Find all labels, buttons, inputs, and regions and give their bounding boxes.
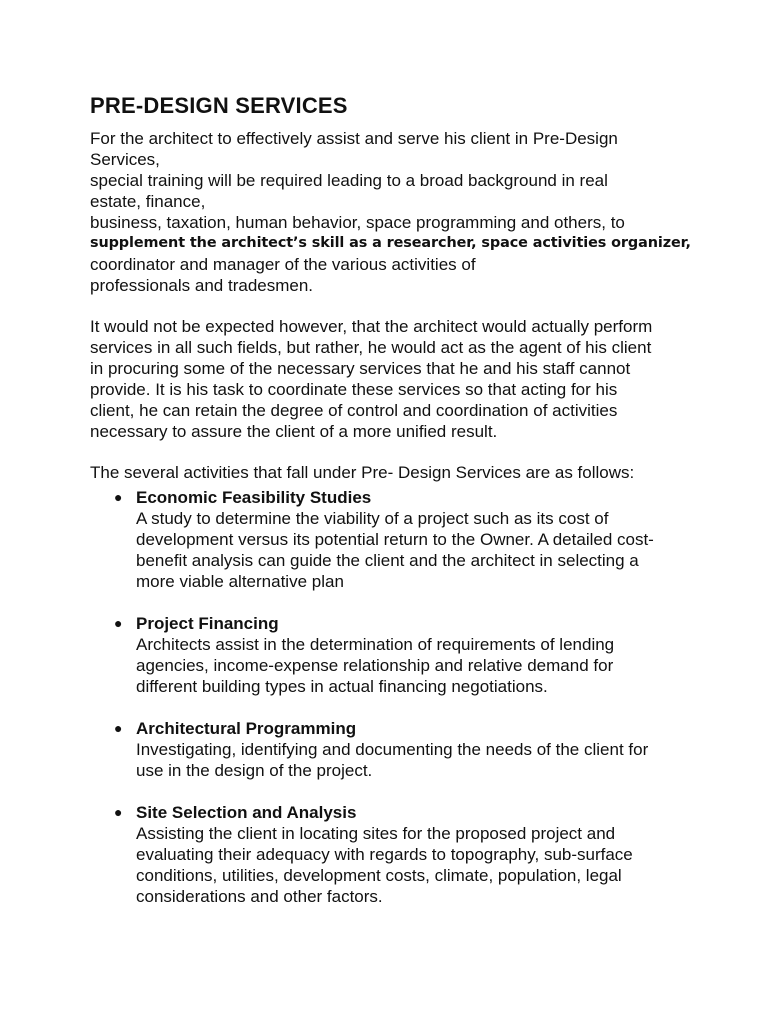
activities-intro: The several activities that fall under Pre- Design Services are as follows: <box>90 463 635 482</box>
description-line: different building types in actual financing negotiations. <box>136 677 548 696</box>
intro-line: For the architect to effectively assist and serve his client in Pre-Design <box>90 129 618 148</box>
description-line: agencies, income-expense relationship and relative demand for <box>136 656 614 675</box>
description-line: conditions, utilities, development costs, climate, population, legal <box>136 866 622 885</box>
page-title: PRE-DESIGN SERVICES <box>90 93 348 118</box>
activity-title: Site Selection and Analysis <box>136 803 357 822</box>
bullet-icon: ● <box>114 489 123 505</box>
paragraph-line: client, he can retain the degree of control and coordination of activities <box>90 401 618 420</box>
intro-line: professionals and tradesmen. <box>90 276 314 295</box>
bullet-icon: ● <box>114 720 123 736</box>
description-line: Assisting the client in locating sites for the proposed project and <box>136 824 616 843</box>
description-line: A study to determine the viability of a project such as its cost of <box>136 509 609 528</box>
activity-description <box>136 823 690 907</box>
activity-title: Project Financing <box>136 614 279 633</box>
bullet-icon: ● <box>114 615 123 631</box>
paragraph-line: It would not be expected however, that the architect would actually perform <box>90 317 653 336</box>
paragraph-line: necessary to assure the client of a more unified result. <box>90 422 498 441</box>
intro-line: business, taxation, human behavior, space programming and others, to <box>90 213 625 232</box>
activity-description <box>136 634 690 697</box>
paragraph-line: provide. It is his task to coordinate these services so that acting for his <box>90 380 618 399</box>
paragraph-line: services in all such fields, but rather, he would act as the agent of his client <box>90 338 652 357</box>
description-line: considerations and other factors. <box>136 887 383 906</box>
list-item <box>90 613 690 697</box>
description-line: benefit analysis can guide the client and the architect in selecting a <box>136 551 639 570</box>
description-line: more viable alternative plan <box>136 572 344 591</box>
agent-paragraph <box>90 316 690 442</box>
document-page <box>90 92 690 907</box>
intro-line: estate, finance, <box>90 192 206 211</box>
bullet-icon: ● <box>114 804 123 820</box>
intro-line: Services, <box>90 150 160 169</box>
description-line: development versus its potential return to the Owner. A detailed cost- <box>136 530 654 549</box>
list-item <box>90 802 690 907</box>
activity-description <box>136 508 690 592</box>
intro-line: special training will be required leading to a broad background in real <box>90 171 608 190</box>
description-line: evaluating their adequacy with regards to topography, sub-surface <box>136 845 633 864</box>
activity-title: Economic Feasibility Studies <box>136 488 372 507</box>
description-line: Investigating, identifying and documenting the needs of the client for <box>136 740 649 759</box>
paragraph-line: in procuring some of the necessary services that he and his staff cannot <box>90 359 631 378</box>
activity-description <box>136 739 690 781</box>
intro-paragraph <box>90 128 690 296</box>
list-item <box>90 718 690 781</box>
intro-emphasis-line: supplement the architect’s skill as a researcher, space activities organizer, <box>90 235 691 251</box>
description-line: use in the design of the project. <box>136 761 373 780</box>
activity-title: Architectural Programming <box>136 719 357 738</box>
intro-line: coordinator and manager of the various activities of <box>90 255 476 274</box>
activities-list <box>90 487 690 907</box>
description-line: Architects assist in the determination of requirements of lending <box>136 635 615 654</box>
list-item <box>90 487 690 592</box>
